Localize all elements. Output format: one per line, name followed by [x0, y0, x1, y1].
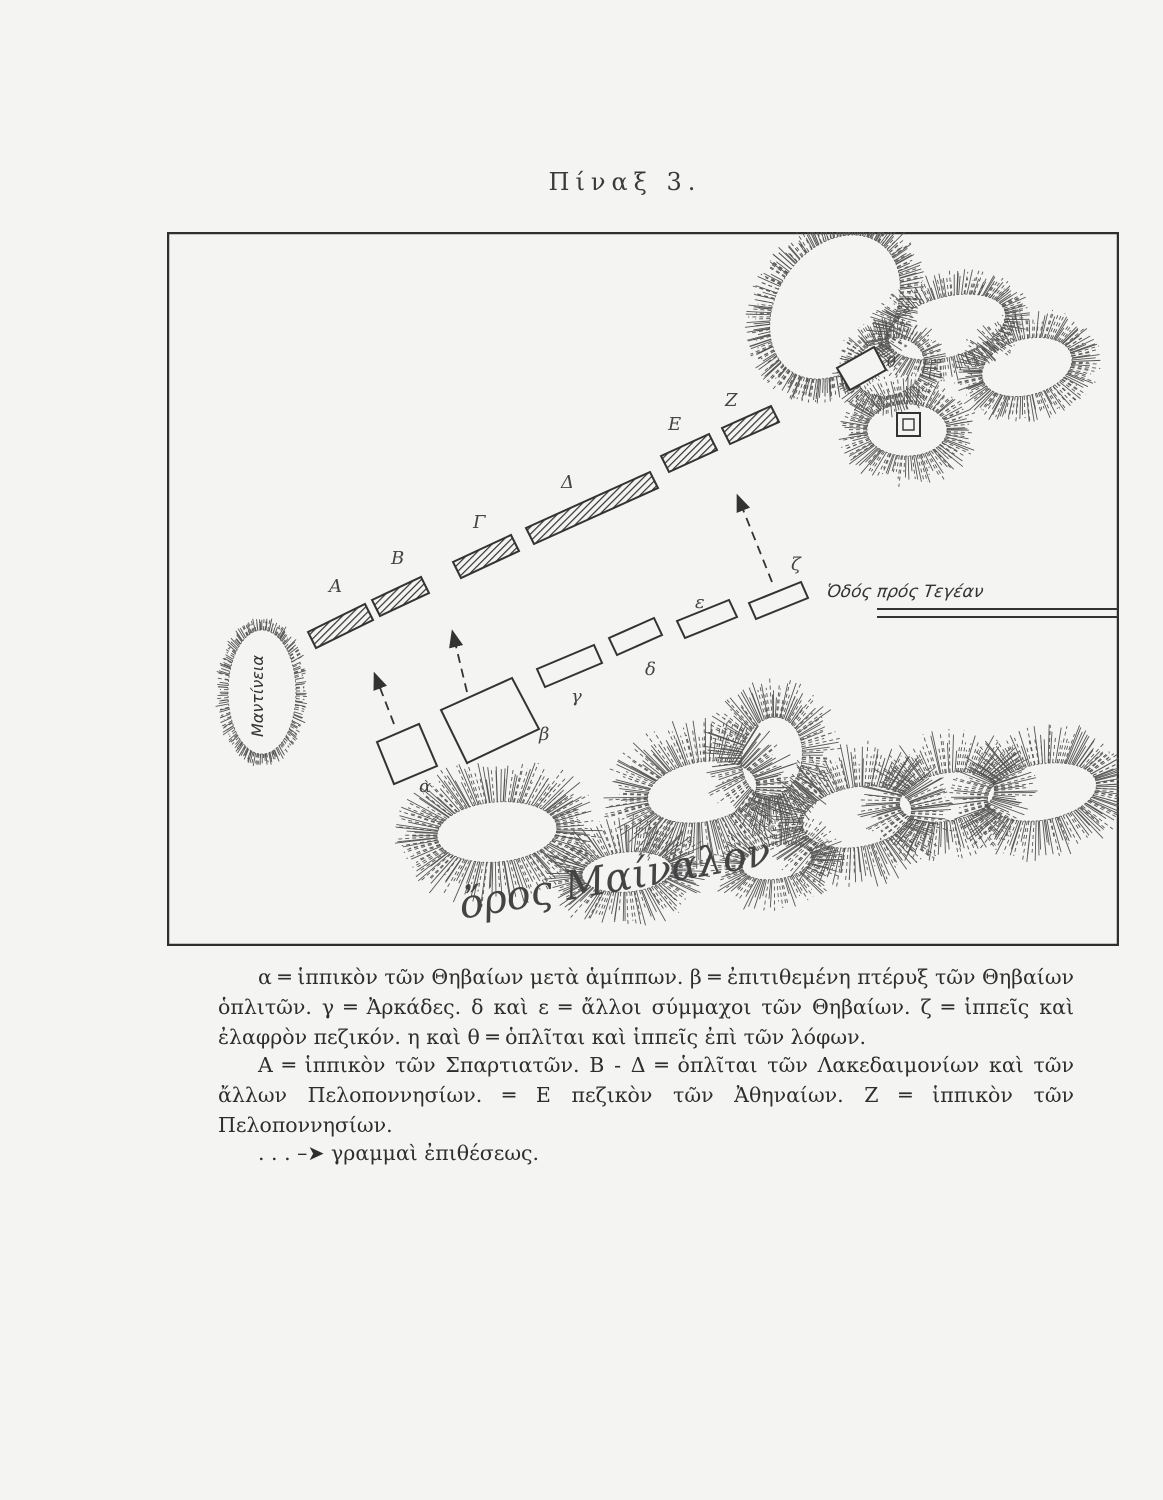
unit-b-block	[441, 678, 539, 763]
unit-E-block	[661, 434, 717, 472]
legend-text-1: α ═ ἱππικὸν τῶν Θηβαίων μετὰ ἁμίππων. β ═ ἐπιτιθεμένη πτέρυξ τῶν Θηβαίων ὁπλιτῶν. γ ═ Ἀρκάδες. δ καὶ ε ═ ἄλλοι σύμμαχοι τῶν Θηβαίων. ζ ═ ἱππεῖς καὶ ἐλαφρὸν πεζικόν. η καὶ θ ═ ὁπλῖται καὶ ἱππεῖς ἐπὶ τῶν λόφων.	[218, 965, 1075, 1049]
theban-line	[377, 582, 808, 784]
unit-eta-block	[897, 413, 920, 436]
unit-label-A: Α	[329, 576, 342, 597]
legend-paragraph-3	[218, 1138, 1074, 1168]
unit-label-G: Γ	[473, 512, 486, 533]
mountain-label-mainalon: ὄρος Μαίναλον	[455, 828, 775, 929]
unit-label-theta: θ	[887, 353, 897, 371]
spartan-unit-labels	[327, 390, 738, 597]
unit-label-a: α	[419, 776, 432, 797]
unit-label-c: γ	[571, 686, 582, 707]
unit-d-block	[609, 618, 662, 655]
road-to-tegea	[825, 582, 1119, 617]
unit-A-block	[308, 604, 373, 648]
attack-arrow-a	[377, 680, 394, 724]
unit-label-e: ε	[695, 592, 705, 613]
unit-c-block	[537, 645, 602, 687]
road-label: Ὁδός πρός Τεγέαν	[825, 582, 985, 602]
unit-G-block	[453, 535, 519, 578]
hill-north-1	[709, 232, 960, 438]
attack-arrow-z	[740, 502, 772, 582]
unit-B-block	[372, 577, 429, 616]
unit-label-d: δ	[645, 659, 656, 680]
unit-Z-block	[722, 406, 779, 444]
unit-e-block	[677, 600, 737, 638]
hill-mainalon-6	[845, 715, 1047, 878]
unit-label-z: ζ	[791, 554, 801, 575]
unit-D-block	[526, 472, 658, 544]
legend-paragraph-2	[218, 1050, 1074, 1140]
legend-text-3: . . . –➤ γραμμαὶ ἐπιθέσεως.	[258, 1141, 540, 1165]
unit-a-block	[377, 724, 437, 784]
unit-label-Z: Ζ	[725, 390, 738, 411]
hill-mainalon-5	[746, 727, 964, 905]
unit-label-B: Β	[391, 548, 405, 569]
town-label-mantineia: Μαντίνεια	[248, 655, 267, 737]
unit-label-b: β	[539, 724, 550, 745]
legend-text-2: Α ═ ἱππικὸν τῶν Σπαρτιατῶν. Β - Δ ═ ὁπλῖται τῶν Λακεδαιμονίων καὶ τῶν ἄλλων Πελοποννησίων. ═ Ε πεζικὸν τῶν Ἀθηναίων. Ζ ═ ἱππικὸν τῶν Πελοποννησίων.	[218, 1053, 1074, 1137]
attack-arrow-b	[454, 638, 467, 692]
legend-paragraph-1	[218, 962, 1074, 1052]
unit-label-E: Ε	[668, 414, 682, 435]
unit-label-D: Δ	[561, 472, 574, 493]
unit-z-block	[749, 582, 808, 619]
plate-title: Πίναξ 3.	[548, 168, 702, 196]
battle-map	[167, 232, 1119, 946]
